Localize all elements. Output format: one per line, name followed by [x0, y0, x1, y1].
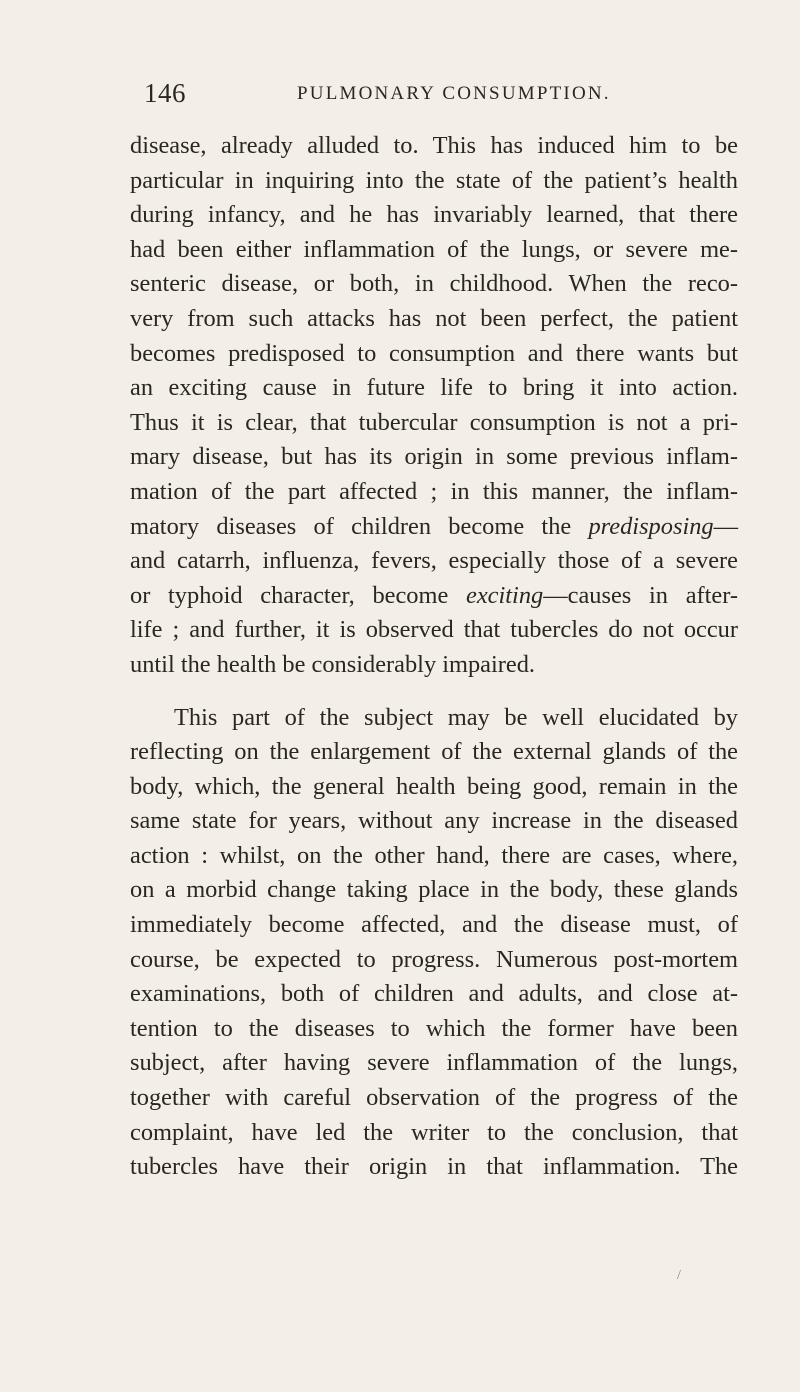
- text-line: becomes predisposed to consumption and there wants but: [130, 339, 738, 367]
- text-line: had been either inflammation of the lungs, or severe me-: [130, 235, 738, 263]
- page-header: [144, 78, 734, 108]
- text-line: tubercles have their origin in that inflammation. The: [130, 1153, 738, 1181]
- stray-mark: /: [677, 1268, 681, 1283]
- paragraph-gap: [130, 683, 738, 701]
- text-line: same state for years, without any increase in the diseased: [130, 807, 738, 835]
- text-line: reflecting on the enlargement of the external glands of the: [130, 738, 738, 766]
- line-text: —: [713, 512, 738, 540]
- text-line: mation of the part affected ; in this manner, the inflam-: [130, 477, 738, 505]
- text-line: [130, 579, 738, 614]
- text-line: until the health be considerably impaired.: [130, 650, 536, 678]
- text-line: Thus it is clear, that tubercular consumption is not a pri-: [130, 408, 738, 436]
- paragraph-2: [130, 701, 738, 1185]
- text-line: on a morbid change taking place in the body, these glands: [130, 876, 738, 904]
- text-line: an exciting cause in future life to bring it into action.: [130, 374, 738, 402]
- text-line: life ; and further, it is observed that tubercles do not occur: [130, 616, 738, 644]
- text-line: mary disease, but has its origin in some previous inflam-: [130, 443, 738, 471]
- text-line: and catarrh, influenza, fevers, especially those of a severe: [130, 547, 738, 575]
- line-text: —causes in after-: [543, 581, 738, 609]
- text-line: disease, already alluded to. This has induced him to be: [130, 132, 738, 159]
- running-title: PULMONARY CONSUMPTION.: [297, 83, 611, 104]
- text-line: [130, 510, 738, 545]
- text-line: body, which, the general health being good, remain in the: [130, 772, 738, 800]
- line-text: or typhoid character, become: [130, 581, 467, 609]
- text-line: complaint, have led the writer to the conclusion, that: [130, 1118, 738, 1146]
- page-number: 146: [144, 78, 186, 108]
- body-text: [130, 129, 738, 1185]
- paragraph-1: [130, 129, 738, 683]
- text-line: examinations, both of children and adults, and close at-: [130, 980, 738, 1008]
- text-line: tention to the diseases to which the former have been: [130, 1014, 738, 1042]
- text-line: very from such attacks has not been perfect, the patient: [130, 304, 738, 332]
- italic-term-exciting: exciting: [466, 581, 544, 609]
- text-line: action : whilst, on the other hand, there are cases, where,: [130, 841, 738, 869]
- text-line: subject, after having severe inflammation of the lungs,: [130, 1049, 738, 1077]
- line-text: matory diseases of children become the: [130, 512, 589, 540]
- text-line: This part of the subject may be well elucidated by: [174, 703, 738, 731]
- text-line: senteric disease, or both, in childhood. When the reco-: [130, 270, 738, 298]
- italic-term-predisposing: predisposing: [588, 512, 714, 540]
- text-line: immediately become affected, and the disease must, of: [130, 911, 738, 939]
- text-line: course, be expected to progress. Numerous post-mortem: [130, 945, 738, 973]
- text-line: together with careful observation of the progress of the: [130, 1084, 738, 1112]
- text-line: particular in inquiring into the state of the patient’s health: [130, 166, 738, 194]
- text-line: during infancy, and he has invariably learned, that there: [130, 201, 738, 229]
